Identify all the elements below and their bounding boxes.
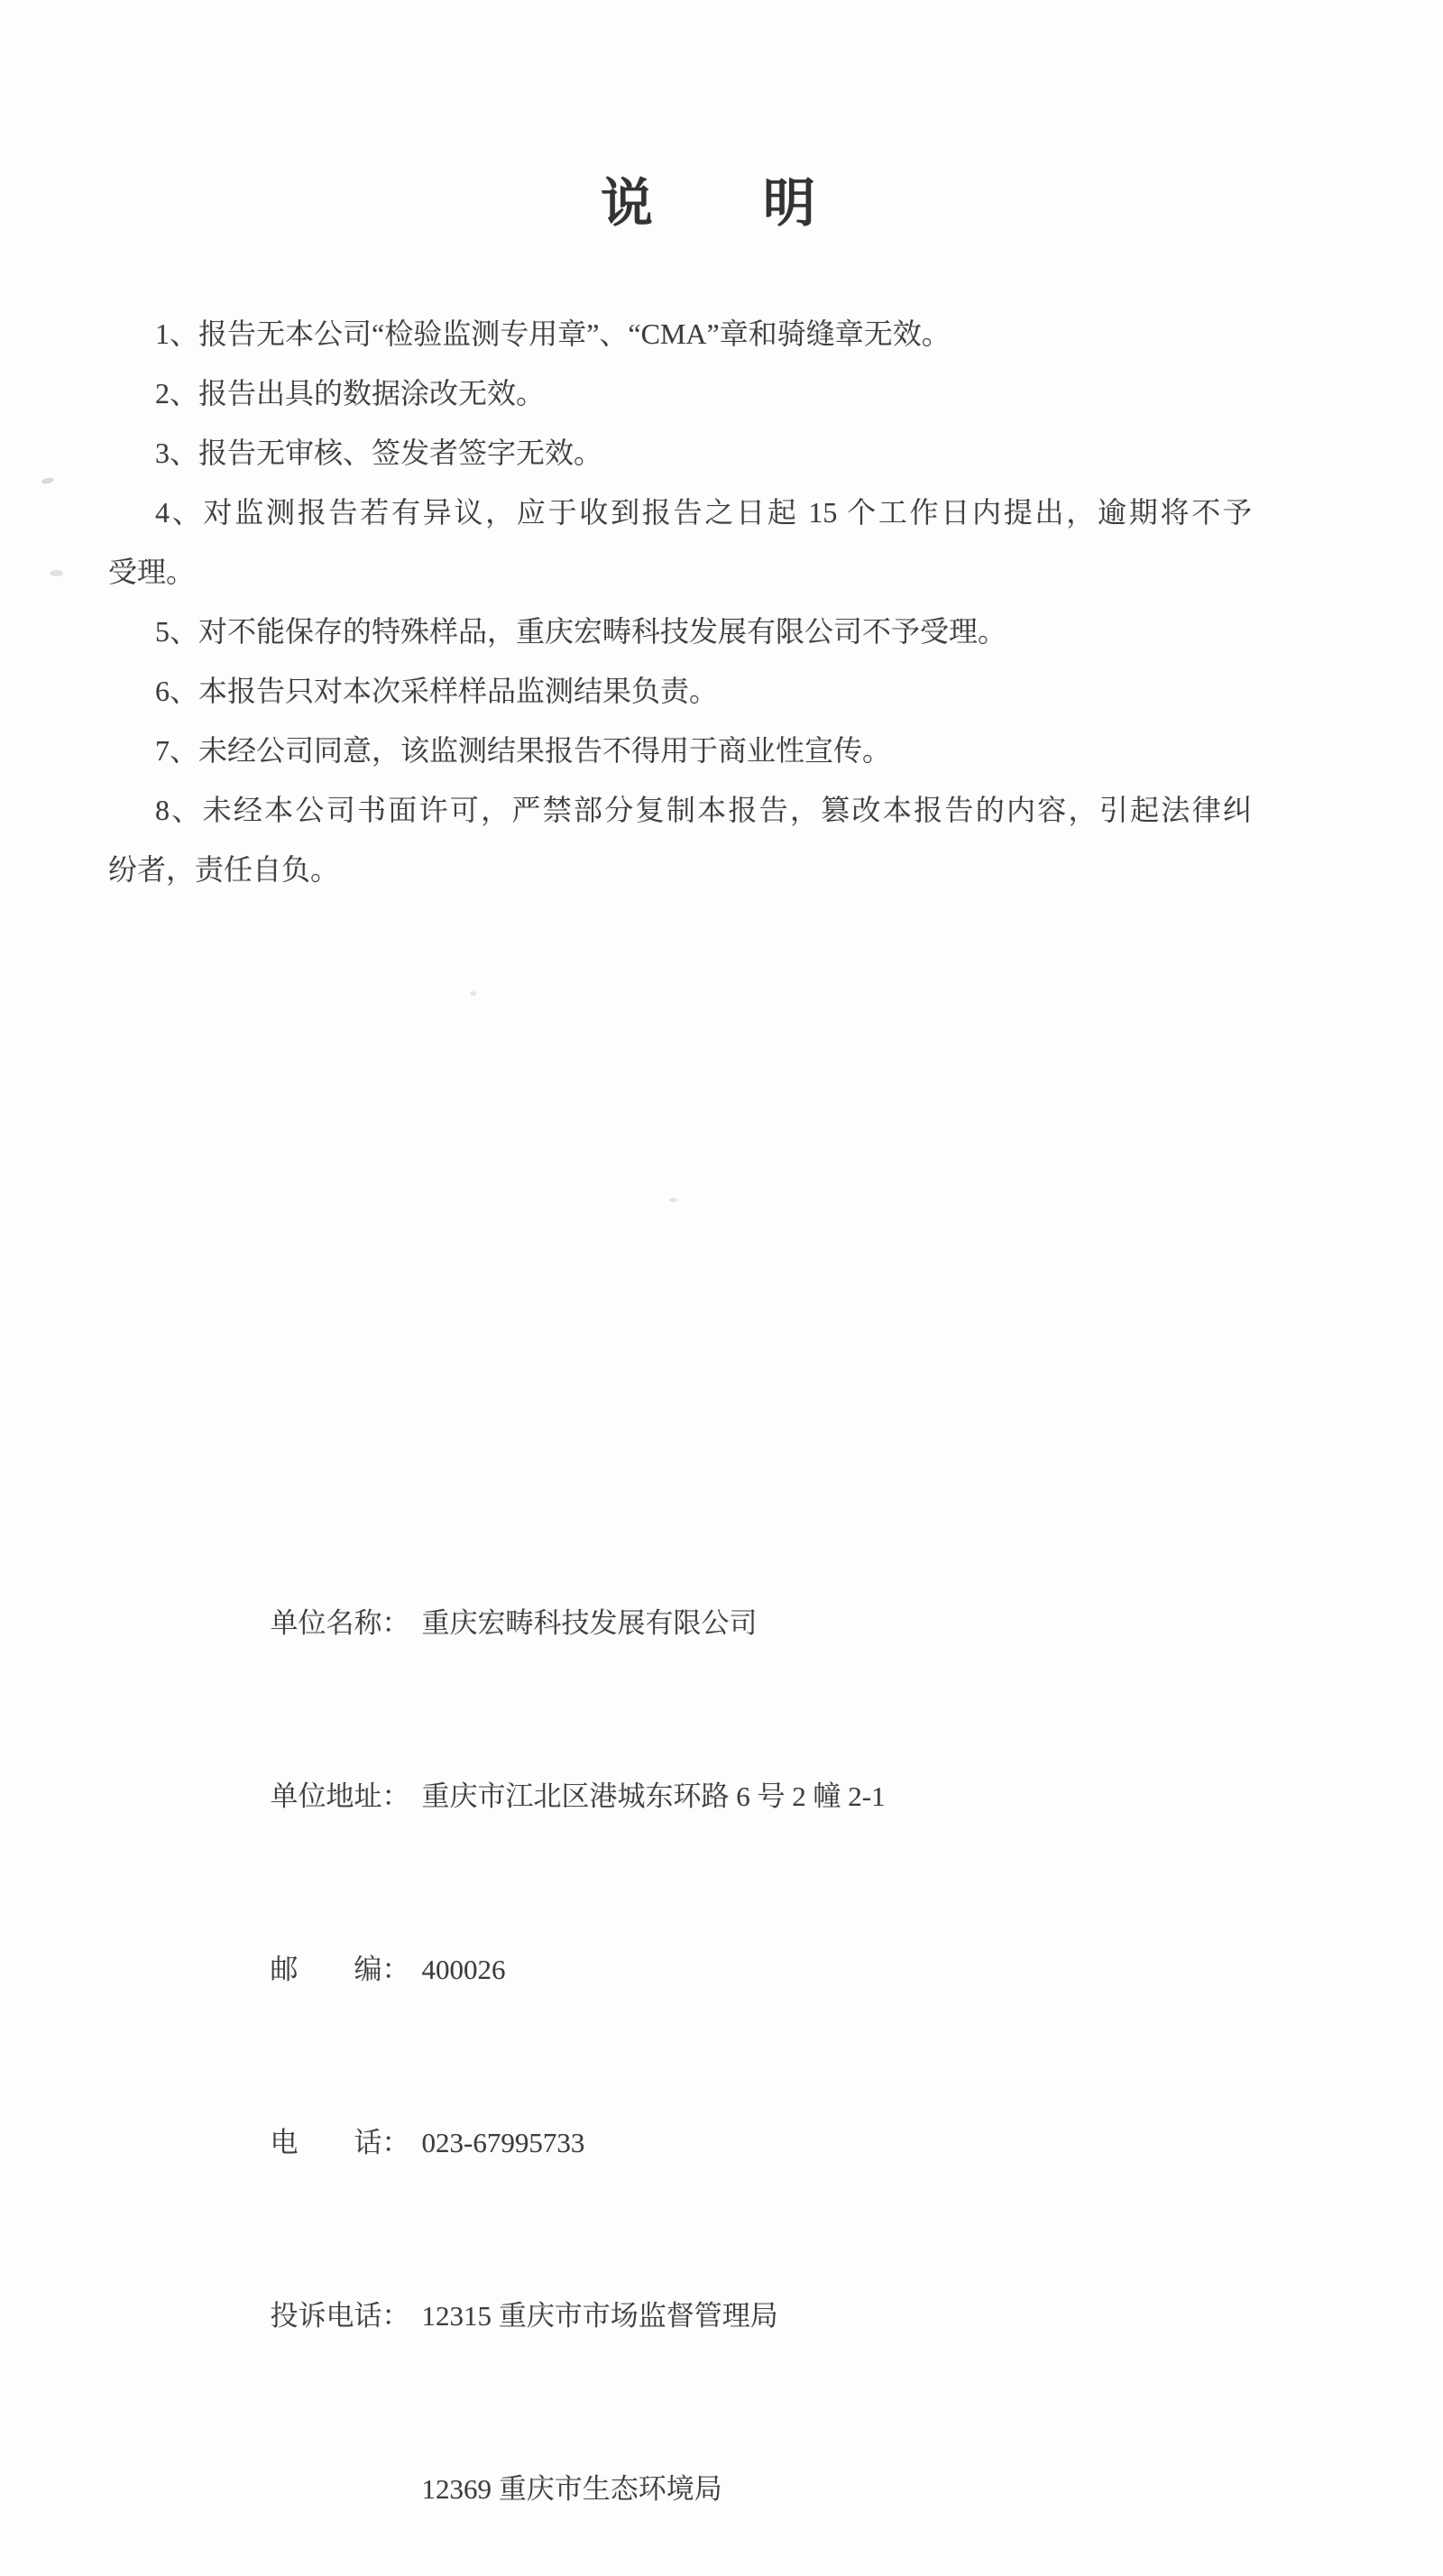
scan-artifact bbox=[50, 570, 63, 576]
contact-value: 400026 bbox=[421, 1954, 506, 1985]
note-item-1 bbox=[108, 304, 1252, 363]
contact-label: 单位名称： bbox=[270, 1607, 410, 1639]
note-line: 2、报告出具的数据涂改无效。 bbox=[155, 377, 546, 409]
note-line: 8、未经本公司书面许可，严禁部分复制本报告，篡改本报告的内容，引起法律纠 bbox=[155, 794, 1252, 826]
contact-value: 12315 重庆市市场监督管理局 bbox=[421, 2300, 778, 2332]
note-item-2 bbox=[108, 363, 1252, 423]
note-line: 6、本报告只对本次采样样品监测结果负责。 bbox=[155, 675, 719, 707]
contact-label: 电 话： bbox=[270, 2127, 410, 2158]
notes-list bbox=[108, 304, 1252, 899]
note-item-5 bbox=[108, 602, 1252, 661]
note-item-7 bbox=[108, 721, 1252, 780]
contact-block bbox=[228, 1537, 1220, 2576]
note-line: 5、对不能保存的特殊样品，重庆宏畴科技发展有限公司不予受理。 bbox=[155, 615, 1007, 648]
contact-label: 单位地址： bbox=[270, 1780, 410, 1812]
contact-value: 重庆市江北区港城东环路 6 号 2 幢 2-1 bbox=[421, 1780, 886, 1812]
contact-label: 投诉电话： bbox=[270, 2300, 410, 2332]
note-item-8 bbox=[108, 780, 1252, 899]
contact-value: 12369 重庆市生态环境局 bbox=[421, 2473, 722, 2505]
note-line: 受理。 bbox=[108, 556, 196, 588]
note-item-6 bbox=[108, 661, 1252, 721]
page-title: 说 明 bbox=[600, 174, 817, 233]
contact-row-complaint-phone-2 bbox=[228, 2403, 1220, 2576]
note-line: 3、报告无审核、签发者签字无效。 bbox=[155, 437, 603, 469]
note-line: 4、对监测报告若有异议，应于收到报告之日起 15 个工作日内提出，逾期将不予 bbox=[155, 496, 1252, 529]
scan-artifact bbox=[669, 1198, 677, 1202]
contact-row-phone bbox=[228, 2056, 1220, 2230]
scan-artifact bbox=[470, 991, 476, 996]
note-item-3 bbox=[108, 423, 1252, 483]
note-item-4 bbox=[108, 483, 1252, 602]
note-line: 7、未经公司同意，该监测结果报告不得用于商业性宣传。 bbox=[155, 734, 892, 767]
contact-value: 023-67995733 bbox=[421, 2127, 585, 2158]
note-line: 纷者，责任自负。 bbox=[108, 853, 340, 886]
contact-row-postcode bbox=[228, 1883, 1220, 2056]
contact-row-address bbox=[228, 1710, 1220, 1883]
contact-row-company-name bbox=[228, 1537, 1220, 1710]
note-line: 1、报告无本公司“检验监测专用章”、“CMA”章和骑缝章无效。 bbox=[155, 317, 951, 350]
contact-value: 重庆宏畴科技发展有限公司 bbox=[421, 1607, 758, 1639]
contact-label: 邮 编： bbox=[270, 1954, 410, 1985]
scan-artifact bbox=[41, 477, 55, 485]
contact-row-complaint-phone-1 bbox=[228, 2230, 1220, 2403]
